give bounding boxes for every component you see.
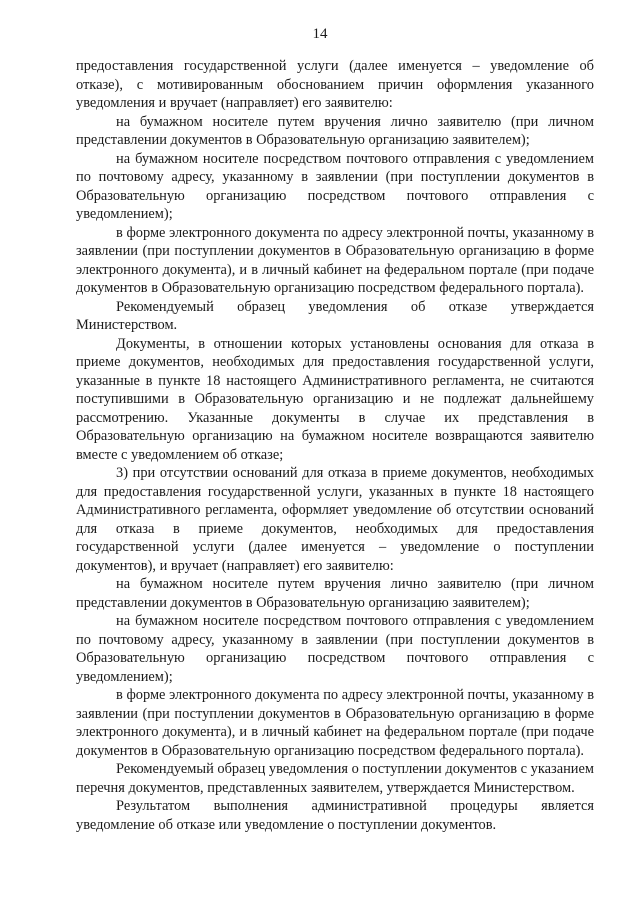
paragraph: Результатом выполнения административной процедуры является уведомление об отказе или уведомление о поступлении документов.: [76, 798, 594, 833]
paragraph: на бумажном носителе путем вручения лично заявителю (при личном представлении документов в Образовательную организацию заявителем);: [76, 113, 594, 148]
paragraph: 3) при отсутствии оснований для отказа в приеме документов, необходимых для предоставления государственной услуги, указанных в пункте 18 настоящего Административного регламента, оформляет уведомление об отсутствии оснований для отказа в приеме документов, необходимых для предоставления государственной услуги (далее именуется – уведомление о поступлении документов), и вручает (направляет) его заявителю:: [76, 465, 594, 574]
document-body: [76, 57, 594, 834]
paragraph: в форме электронного документа по адресу электронной почты, указанному в заявлении (при поступлении документов в Образовательную организацию в форме электронного документа), и в личный кабинет на федеральном портале (при подаче документов в Образовательную организацию посредством федерального портала).: [76, 687, 594, 759]
paragraph: Рекомендуемый образец уведомления об отказе утверждается Министерством.: [76, 298, 594, 333]
paragraph: на бумажном носителе посредством почтового отправления с уведомлением по почтовому адресу, указанному в заявлении (при поступлении документов в Образовательную организацию посредством почтового отправления с уведомлением);: [76, 613, 594, 685]
paragraph: Документы, в отношении которых установлены основания для отказа в приеме документов, необходимых для предоставления государственной услуги, указанные в пункте 18 настоящего Административного регламента, не считаются поступившими в Образовательную организацию и не подлежат дальнейшему рассмотрению. Указанные документы в случае их представления в Образовательную организацию на бумажном носителе возвращаются заявителю вместе с уведомлением об отказе;: [76, 335, 594, 463]
paragraph: на бумажном носителе посредством почтового отправления с уведомлением по почтовому адресу, указанному в заявлении (при поступлении документов в Образовательную организацию посредством почтового отправления с уведомлением);: [76, 150, 594, 222]
paragraph: Рекомендуемый образец уведомления о поступлении документов с указанием перечня документов, представленных заявителем, утверждается Министерством.: [76, 761, 594, 796]
paragraph: на бумажном носителе путем вручения лично заявителю (при личном представлении документов в Образовательную организацию заявителем);: [76, 576, 594, 611]
paragraph-continuation: предоставления государственной услуги (далее именуется – уведомление об отказе), с мотивированным обоснованием причин оформления указанного уведомления и вручает (направляет) его заявителю:: [76, 58, 594, 111]
paragraph: в форме электронного документа по адресу электронной почты, указанному в заявлении (при поступлении документов в Образовательную организацию в форме электронного документа), и в личный кабинет на федеральном портале (при подаче документов в Образовательную организацию посредством федерального портала).: [76, 224, 594, 296]
page-number: 14: [312, 26, 328, 42]
